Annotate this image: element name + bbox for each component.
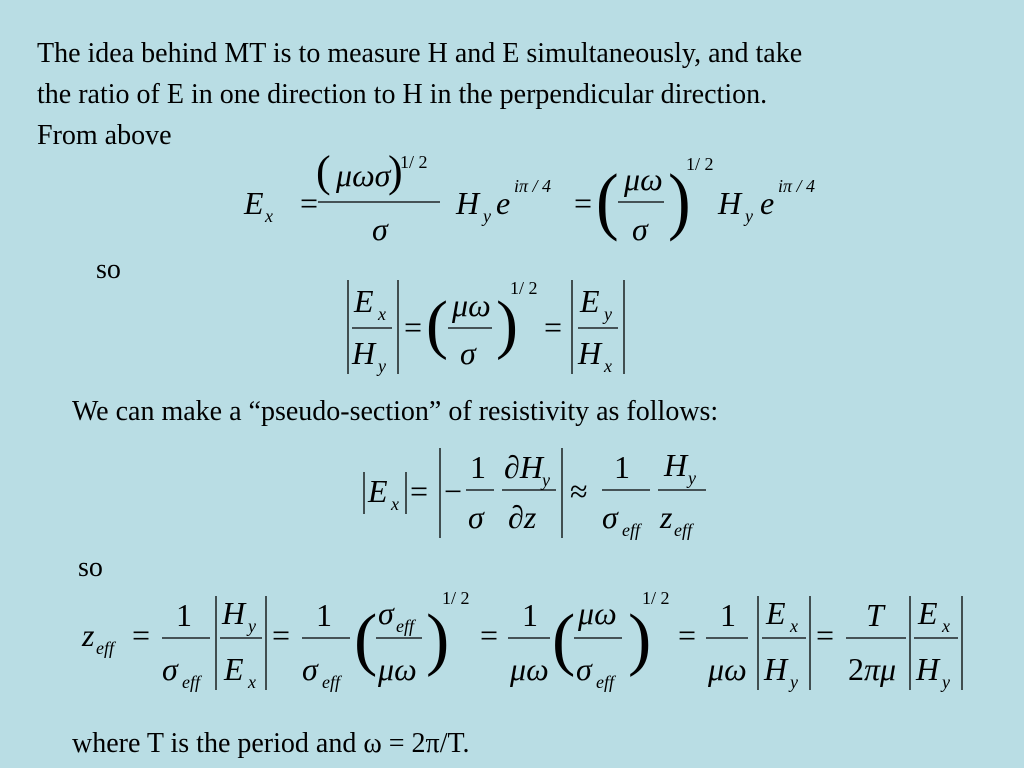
svg-text:=: = [132,617,151,653]
svg-text:E: E [244,185,264,221]
intro-line-2: the ratio of E in one direction to H in the perpendicular direction. [37,79,768,110]
svg-text:E: E [368,473,388,509]
svg-text:y: y [688,468,696,488]
svg-text:∂z: ∂z [508,499,537,535]
svg-text:1/ 2: 1/ 2 [686,154,714,174]
svg-text:e: e [496,185,511,221]
svg-text:(: ( [354,601,378,678]
svg-text:1/ 2: 1/ 2 [510,278,538,298]
svg-text:μω: μω [624,161,663,197]
svg-text:1: 1 [470,449,486,485]
svg-text:=: = [480,617,499,653]
svg-text:1: 1 [316,597,332,633]
svg-text:eff: eff [322,672,340,692]
svg-text:μω: μω [708,651,747,687]
svg-text:T: T [866,597,884,633]
svg-text:(: ( [552,601,576,678]
svg-text:=: = [574,185,593,221]
equation-1 [240,148,830,248]
svg-text:E: E [224,651,244,687]
svg-text:μω: μω [510,651,549,687]
svg-text:1/ 2: 1/ 2 [442,588,470,608]
svg-text:H: H [718,185,742,221]
svg-text:): ) [496,288,518,361]
svg-text:H: H [456,185,480,221]
svg-text:1: 1 [720,597,736,633]
svg-text:σ: σ [602,499,618,535]
svg-text:e: e [760,185,775,221]
svg-text:E: E [354,283,374,319]
svg-text:1/ 2: 1/ 2 [642,588,670,608]
svg-text:(: ( [426,288,448,361]
svg-text:σ: σ [632,211,648,247]
svg-text:eff: eff [622,520,640,540]
svg-text:≈: ≈ [570,473,588,509]
svg-text:σ: σ [372,211,388,247]
svg-text:=: = [678,617,697,653]
svg-text:1: 1 [176,597,192,633]
so-label-2: so [78,552,103,583]
svg-text:x: x [391,494,399,514]
svg-text:μω: μω [578,595,617,631]
svg-text:H: H [916,651,940,687]
svg-text:H: H [578,335,602,371]
svg-text:): ) [628,601,652,678]
svg-text:x: x [790,616,798,636]
svg-text:x: x [248,672,256,692]
svg-text:E: E [766,595,786,631]
svg-text:eff: eff [674,520,692,540]
svg-text:y: y [942,672,950,692]
svg-text:): ) [668,159,691,243]
svg-text:=: = [410,473,429,509]
svg-text:−: − [444,473,463,509]
svg-text:=: = [544,309,563,345]
svg-text:): ) [388,148,403,196]
svg-text:2: 2 [848,651,864,687]
svg-text:=: = [816,617,835,653]
svg-text:): ) [426,601,450,678]
closing-line: where T is the period and ω = 2π/T. [72,728,470,759]
svg-text:eff: eff [96,638,114,658]
svg-text:1/ 2: 1/ 2 [400,152,428,172]
svg-text:z: z [660,499,673,535]
svg-text:H: H [764,651,788,687]
svg-text:y: y [604,304,612,324]
svg-text:E: E [580,283,600,319]
svg-text:x: x [604,356,612,376]
svg-text:x: x [265,206,273,226]
svg-text:z: z [82,617,95,653]
svg-text:x: x [942,616,950,636]
intro-line-1: The idea behind MT is to measure H and E simultaneously, and take [37,38,803,69]
svg-text:=: = [272,617,291,653]
svg-text:σ: σ [378,595,394,631]
svg-text:(: ( [596,159,619,243]
svg-text:μω: μω [452,287,491,323]
svg-text:y: y [378,356,386,376]
svg-text:y: y [542,470,550,490]
equation-3 [358,440,718,545]
pseudo-section-line: We can make a “pseudo-section” of resistivity as follows: [72,396,719,427]
svg-text:πμ: πμ [864,651,897,687]
svg-text:E: E [918,595,938,631]
svg-text:σ: σ [460,335,476,371]
intro-line-3: From above [37,120,172,151]
svg-text:=: = [300,185,319,221]
svg-text:y: y [483,206,491,226]
so-label-1: so [96,254,121,285]
svg-text:1: 1 [614,449,630,485]
svg-text:eff: eff [596,672,614,692]
svg-text:iπ / 4: iπ / 4 [514,176,552,196]
svg-text:H: H [664,447,688,483]
svg-text:eff: eff [182,672,200,692]
svg-text:μω: μω [378,651,417,687]
svg-text:x: x [378,304,386,324]
svg-text:y: y [790,672,798,692]
svg-text:H: H [352,335,376,371]
svg-text:eff: eff [396,616,414,636]
equation-2 [340,272,640,382]
svg-text:σ: σ [162,651,178,687]
svg-text:(: ( [316,148,331,196]
svg-text:=: = [404,309,423,345]
svg-text:y: y [248,616,256,636]
svg-text:∂H: ∂H [504,449,543,485]
svg-text:μωσ: μωσ [336,157,391,193]
svg-text:σ: σ [468,499,484,535]
svg-text:y: y [745,206,753,226]
svg-text:σ: σ [576,651,592,687]
svg-text:H: H [222,595,246,631]
equation-4 [76,578,976,698]
svg-text:1: 1 [522,597,538,633]
svg-text:σ: σ [302,651,318,687]
svg-text:iπ / 4: iπ / 4 [778,176,816,196]
